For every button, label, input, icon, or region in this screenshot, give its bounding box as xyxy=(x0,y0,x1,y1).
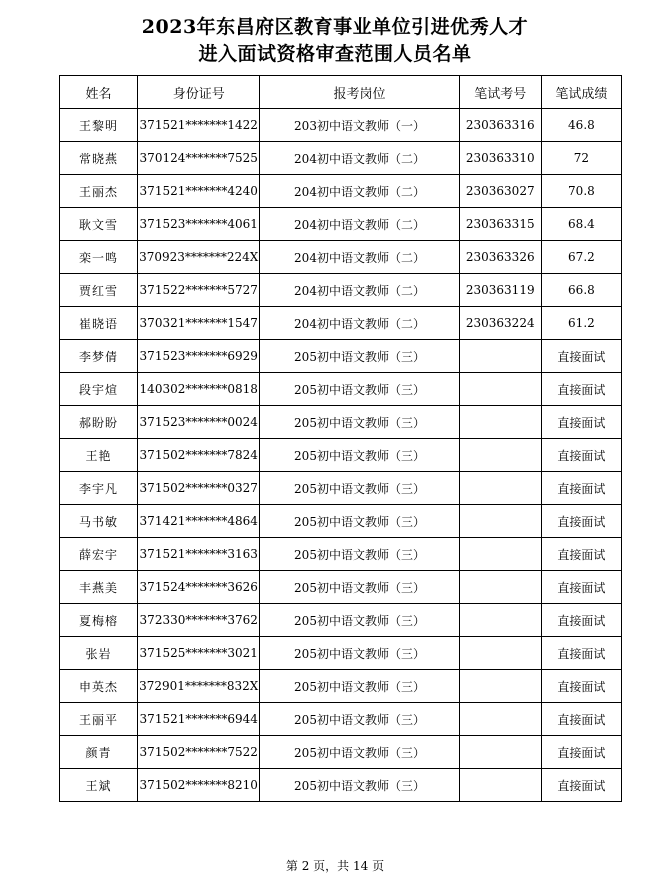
cell-exam-score: 61.2 xyxy=(541,307,621,340)
table-row xyxy=(60,274,622,307)
cell-exam-number xyxy=(459,736,541,769)
table-row xyxy=(60,604,622,637)
cell-name: 王艳 xyxy=(60,439,138,472)
cell-position: 205初中语文教师（三） xyxy=(260,472,459,505)
table-row xyxy=(60,505,622,538)
cell-id-number: 140302*******0818 xyxy=(138,373,260,406)
cell-name: 常晓燕 xyxy=(60,142,138,175)
cell-name: 王斌 xyxy=(60,769,138,802)
cell-exam-score: 46.8 xyxy=(541,109,621,142)
header-exam-number: 笔试考号 xyxy=(459,76,541,109)
cell-position: 205初中语文教师（三） xyxy=(260,670,459,703)
table-row xyxy=(60,175,622,208)
cell-exam-score: 直接面试 xyxy=(541,769,621,802)
table-row xyxy=(60,439,622,472)
cell-name: 马书敏 xyxy=(60,505,138,538)
header-exam-score: 笔试成绩 xyxy=(541,76,621,109)
cell-name: 崔晓语 xyxy=(60,307,138,340)
table-row xyxy=(60,637,622,670)
cell-id-number: 372901*******832X xyxy=(138,670,260,703)
cell-exam-score: 直接面试 xyxy=(541,703,621,736)
cell-position: 204初中语文教师（二） xyxy=(260,274,459,307)
cell-exam-score: 直接面试 xyxy=(541,736,621,769)
cell-id-number: 371521*******3163 xyxy=(138,538,260,571)
header-id-number: 身份证号 xyxy=(138,76,260,109)
cell-exam-number xyxy=(459,604,541,637)
cell-name: 栾一鸣 xyxy=(60,241,138,274)
table-row xyxy=(60,736,622,769)
cell-exam-score: 直接面试 xyxy=(541,472,621,505)
cell-exam-number xyxy=(459,769,541,802)
cell-exam-number xyxy=(459,505,541,538)
table-row xyxy=(60,142,622,175)
cell-exam-score: 直接面试 xyxy=(541,538,621,571)
cell-exam-number xyxy=(459,406,541,439)
cell-id-number: 371421*******4864 xyxy=(138,505,260,538)
cell-id-number: 372330*******3762 xyxy=(138,604,260,637)
cell-position: 205初中语文教师（三） xyxy=(260,637,459,670)
cell-exam-number: 230363315 xyxy=(459,208,541,241)
cell-position: 205初中语文教师（三） xyxy=(260,604,459,637)
document-subtitle: 进入面试资格审查范围人员名单 xyxy=(198,43,472,65)
header-position: 报考岗位 xyxy=(260,76,459,109)
cell-id-number: 371502*******7824 xyxy=(138,439,260,472)
table-row xyxy=(60,538,622,571)
cell-exam-score: 直接面试 xyxy=(541,604,621,637)
cell-name: 耿文雪 xyxy=(60,208,138,241)
cell-exam-number xyxy=(459,472,541,505)
cell-name: 夏梅榕 xyxy=(60,604,138,637)
page-number: 第 2 页，共 14 页 xyxy=(285,859,385,873)
cell-name: 李宇凡 xyxy=(60,472,138,505)
cell-position: 205初中语文教师（三） xyxy=(260,439,459,472)
cell-position: 204初中语文教师（二） xyxy=(260,142,459,175)
cell-name: 王丽平 xyxy=(60,703,138,736)
cell-id-number: 371502*******7522 xyxy=(138,736,260,769)
cell-name: 颜青 xyxy=(60,736,138,769)
table-body xyxy=(60,109,622,802)
table-header-row xyxy=(60,76,622,109)
cell-id-number: 370124*******7525 xyxy=(138,142,260,175)
cell-name: 王丽杰 xyxy=(60,175,138,208)
table-row xyxy=(60,241,622,274)
cell-exam-score: 72 xyxy=(541,142,621,175)
cell-exam-score: 66.8 xyxy=(541,274,621,307)
cell-position: 204初中语文教师（二） xyxy=(260,175,459,208)
cell-position: 205初中语文教师（三） xyxy=(260,769,459,802)
cell-position: 205初中语文教师（三） xyxy=(260,340,459,373)
table-row xyxy=(60,472,622,505)
cell-name: 张岩 xyxy=(60,637,138,670)
cell-exam-number xyxy=(459,340,541,373)
cell-name: 申英杰 xyxy=(60,670,138,703)
header-name: 姓名 xyxy=(60,76,138,109)
cell-exam-score: 68.4 xyxy=(541,208,621,241)
cell-id-number: 371524*******3626 xyxy=(138,571,260,604)
cell-name: 郝盼盼 xyxy=(60,406,138,439)
cell-exam-score: 70.8 xyxy=(541,175,621,208)
table-row xyxy=(60,373,622,406)
cell-exam-score: 直接面试 xyxy=(541,340,621,373)
cell-exam-score: 直接面试 xyxy=(541,373,621,406)
table-row xyxy=(60,703,622,736)
table-row xyxy=(60,340,622,373)
cell-exam-score: 67.2 xyxy=(541,241,621,274)
cell-position: 205初中语文教师（三） xyxy=(260,703,459,736)
cell-position: 205初中语文教师（三） xyxy=(260,736,459,769)
cell-exam-score: 直接面试 xyxy=(541,439,621,472)
cell-name: 贾红雪 xyxy=(60,274,138,307)
cell-id-number: 371521*******6944 xyxy=(138,703,260,736)
table-row xyxy=(60,406,622,439)
cell-id-number: 371523*******0024 xyxy=(138,406,260,439)
cell-id-number: 371523*******4061 xyxy=(138,208,260,241)
cell-id-number: 371521*******4240 xyxy=(138,175,260,208)
cell-id-number: 371523*******6929 xyxy=(138,340,260,373)
cell-position: 203初中语文教师（一） xyxy=(260,109,459,142)
cell-id-number: 370923*******224X xyxy=(138,241,260,274)
cell-exam-score: 直接面试 xyxy=(541,637,621,670)
cell-position: 205初中语文教师（三） xyxy=(260,373,459,406)
cell-id-number: 371521*******1422 xyxy=(138,109,260,142)
cell-position: 205初中语文教师（三） xyxy=(260,406,459,439)
cell-name: 丰燕美 xyxy=(60,571,138,604)
cell-name: 李梦倩 xyxy=(60,340,138,373)
cell-exam-number xyxy=(459,571,541,604)
cell-id-number: 371502*******8210 xyxy=(138,769,260,802)
document-title: 2023年东昌府区教育事业单位引进优秀人才 xyxy=(141,16,529,38)
table-row xyxy=(60,307,622,340)
cell-exam-number xyxy=(459,670,541,703)
table-row xyxy=(60,769,622,802)
cell-position: 204初中语文教师（二） xyxy=(260,241,459,274)
cell-exam-number: 230363224 xyxy=(459,307,541,340)
cell-exam-score: 直接面试 xyxy=(541,670,621,703)
cell-position: 205初中语文教师（三） xyxy=(260,505,459,538)
table-row xyxy=(60,109,622,142)
cell-name: 段宇煊 xyxy=(60,373,138,406)
cell-id-number: 371522*******5727 xyxy=(138,274,260,307)
cell-exam-number: 230363326 xyxy=(459,241,541,274)
cell-name: 薛宏宇 xyxy=(60,538,138,571)
cell-position: 204初中语文教师（二） xyxy=(260,208,459,241)
cell-position: 205初中语文教师（三） xyxy=(260,571,459,604)
cell-id-number: 371525*******3021 xyxy=(138,637,260,670)
cell-id-number: 370321*******1547 xyxy=(138,307,260,340)
cell-position: 205初中语文教师（三） xyxy=(260,538,459,571)
cell-exam-number: 230363027 xyxy=(459,175,541,208)
cell-exam-number xyxy=(459,538,541,571)
cell-exam-number: 230363310 xyxy=(459,142,541,175)
cell-exam-number: 230363316 xyxy=(459,109,541,142)
cell-exam-number xyxy=(459,703,541,736)
cell-exam-score: 直接面试 xyxy=(541,406,621,439)
candidate-table xyxy=(59,75,622,802)
cell-exam-number xyxy=(459,439,541,472)
cell-name: 王黎明 xyxy=(60,109,138,142)
table-row xyxy=(60,571,622,604)
table-row xyxy=(60,670,622,703)
cell-id-number: 371502*******0327 xyxy=(138,472,260,505)
cell-exam-number xyxy=(459,637,541,670)
cell-exam-number: 230363119 xyxy=(459,274,541,307)
cell-position: 204初中语文教师（二） xyxy=(260,307,459,340)
cell-exam-score: 直接面试 xyxy=(541,571,621,604)
cell-exam-score: 直接面试 xyxy=(541,505,621,538)
cell-exam-number xyxy=(459,373,541,406)
table-row xyxy=(60,208,622,241)
